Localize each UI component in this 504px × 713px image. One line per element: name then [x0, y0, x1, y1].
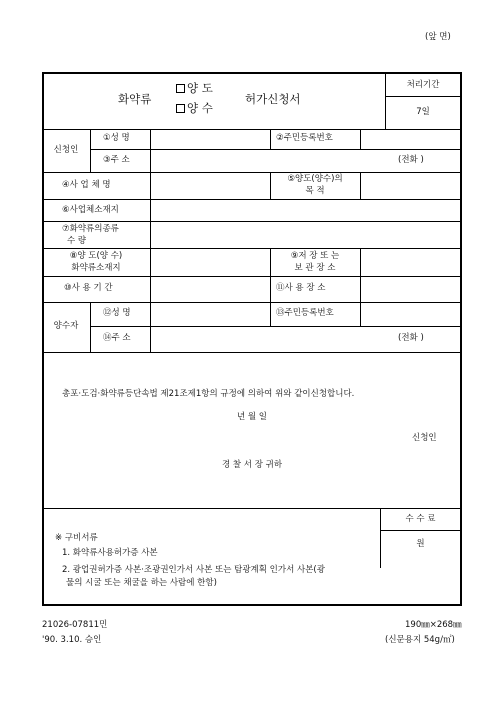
documents-item-1: 1. 화약류사용허가증 사본: [62, 548, 158, 558]
row-line: [42, 172, 461, 173]
purpose-label-2: 목 적: [305, 186, 325, 196]
processing-line: [385, 96, 461, 97]
footer-size: 190㎜×268㎜: [405, 620, 462, 630]
applicant-name-label: ①성 명: [103, 133, 130, 143]
fee-value: 원: [416, 539, 425, 549]
col-line: [360, 248, 361, 326]
col-line: [90, 302, 91, 352]
row-line: [90, 149, 461, 150]
row-line: [42, 129, 461, 130]
row-line: [42, 276, 461, 277]
title-suffix: 허가신청서: [245, 92, 301, 106]
form-side-label: (앞 면): [425, 32, 451, 42]
business-location-label: ⑥사업체소재지: [62, 205, 119, 215]
row-line: [90, 326, 461, 327]
col-line: [270, 129, 271, 149]
checkbox-receive[interactable]: [176, 104, 185, 113]
frame-bottom: [42, 604, 462, 606]
use-place-label: ⑪사 용 장 소: [276, 283, 326, 293]
row-line: [42, 221, 461, 222]
col-line: [360, 129, 361, 149]
row-line: [42, 248, 461, 249]
row-line: [42, 302, 461, 303]
recipient-label: 경 찰 서 장 귀하: [221, 460, 283, 470]
documents-item-2-line-2: 물의 시굴 또는 채굴을 하는 사람에 한함): [66, 578, 217, 588]
col-line: [90, 129, 91, 172]
footer-approval: '90. 3.10. 승인: [42, 635, 102, 645]
title-prefix: 화약류: [118, 92, 152, 106]
transfer-location-label-2: 화약류소재지: [71, 263, 121, 273]
transferee-group-label: 양수자: [53, 321, 79, 331]
row-line: [42, 199, 461, 200]
col-line: [150, 129, 151, 352]
title-option-transfer: 양 도: [176, 80, 213, 96]
frame-right: [460, 72, 462, 606]
processing-value: 7일: [416, 107, 430, 117]
storage-label-1: ⑨저 장 또 는: [290, 251, 340, 261]
transfer-location-label-1: ⑧양 도(양 수): [69, 251, 123, 261]
purpose-label-1: ⑤양도(양수)의: [287, 174, 343, 184]
title-option-receive: 양 수: [176, 100, 213, 116]
transferee-phone-label: (전화 ): [398, 333, 424, 343]
explosive-type-label-1: ⑦화약류의종류: [62, 224, 119, 234]
statement-text: 총포·도검·화약류등단속법 제21조제1항의 규정에 의하여 위와 같이신청합니다.: [62, 389, 355, 399]
explosive-type-label-2: 수 량: [67, 236, 87, 246]
footer-paper: (신문용지 54g/㎡): [385, 635, 455, 645]
transferee-name-label: ⑫성 명: [103, 308, 131, 318]
documents-item-2-line-1: 2. 광업권허가증 사본·조광권인가서 사본 또는 탐광계획 인가서 사본(광: [62, 565, 325, 575]
row-line: [42, 508, 461, 509]
applicant-id-label: ②주민등록번호: [276, 133, 333, 143]
storage-label-2: 보 관 장 소: [294, 263, 336, 273]
documents-title: ※ 구비서류: [55, 533, 98, 543]
signer-label: 신청인: [412, 433, 437, 443]
row-line: [42, 352, 461, 353]
applicant-group-label: 신청인: [53, 145, 79, 155]
transferee-address-label: ⑭주 소: [103, 333, 131, 343]
footer-code: 21026-07811민: [42, 620, 108, 630]
date-line: 년 월 일: [236, 412, 268, 422]
applicant-address-label: ③주 소: [103, 155, 130, 165]
fee-label: 수 수 료: [405, 514, 436, 524]
fee-line: [380, 530, 461, 531]
checkbox-transfer[interactable]: [176, 84, 185, 93]
applicant-phone-label: (전화 ): [398, 155, 424, 165]
processing-label: 처리기간: [406, 80, 440, 90]
col-line: [360, 172, 361, 199]
period-label: ⑩사 용 기 간: [64, 283, 113, 293]
transferee-id-label: ⑬주민등록번호: [276, 308, 334, 318]
frame-top: [42, 72, 462, 74]
business-name-label: ④사 업 체 명: [62, 180, 111, 190]
